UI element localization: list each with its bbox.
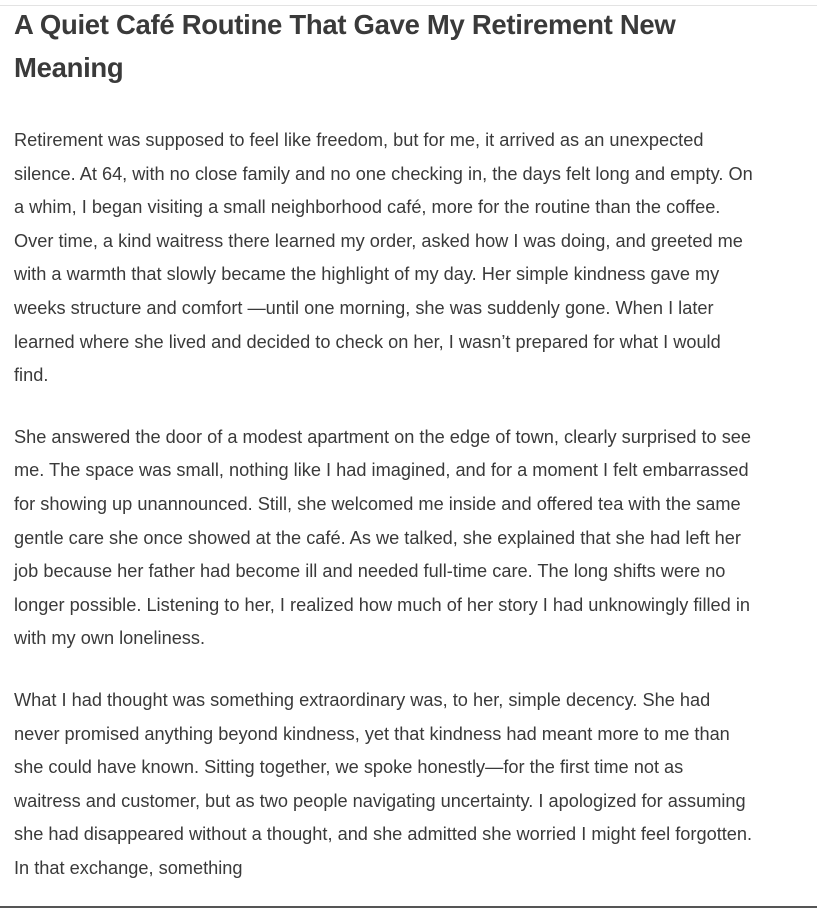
- article-title: A Quiet Café Routine That Gave My Retirement New Meaning: [14, 9, 676, 83]
- paragraph-1: Retirement was supposed to feel like freedom, but for me, it arrived as an unexpected silence. At 64, with no close family and no one checking in, the days felt long and empty. On a whim, I began visiting a small neighborhood café, more for the routine than the coffee. Over time, a kind waitress there learned my order, asked how I was doing, and greeted me with a warmth that slowly became the highlight of my day. Her simple kindness gave my weeks structure and comfort —until one morning, she was suddenly gone. When I later learned where she lived and decided to check on her, I wasn’t prepared for what I would find.: [14, 130, 753, 386]
- article-body: [14, 124, 754, 885]
- article: [14, 0, 754, 913]
- paragraph-2: She answered the door of a modest apartment on the edge of town, clearly surprised to see me. The space was small, nothing like I had imagined, and for a moment I felt embarrassed for showing up unannounced. Still, she welcomed me inside and offered tea with the same gentle care she once showed at the café. As we talked, she explained that she had left her job because her father had become ill and needed full-time care. The long shifts were no longer possible. Listening to her, I realized how much of her story I had unknowingly filled in with my own loneliness.: [14, 426, 752, 649]
- paragraph-3: What I had thought was something extraordinary was, to her, simple decency. She had never promised anything beyond kindness, yet that kindness had meant more to me than she could have known. Sitting together, we spoke honestly—for the first time not as waitress and customer, but as two people navigating uncertainty. I apologized for assuming she had disappeared without a thought, and she admitted she worried I might feel forgotten. In that exchange, something: [14, 689, 753, 878]
